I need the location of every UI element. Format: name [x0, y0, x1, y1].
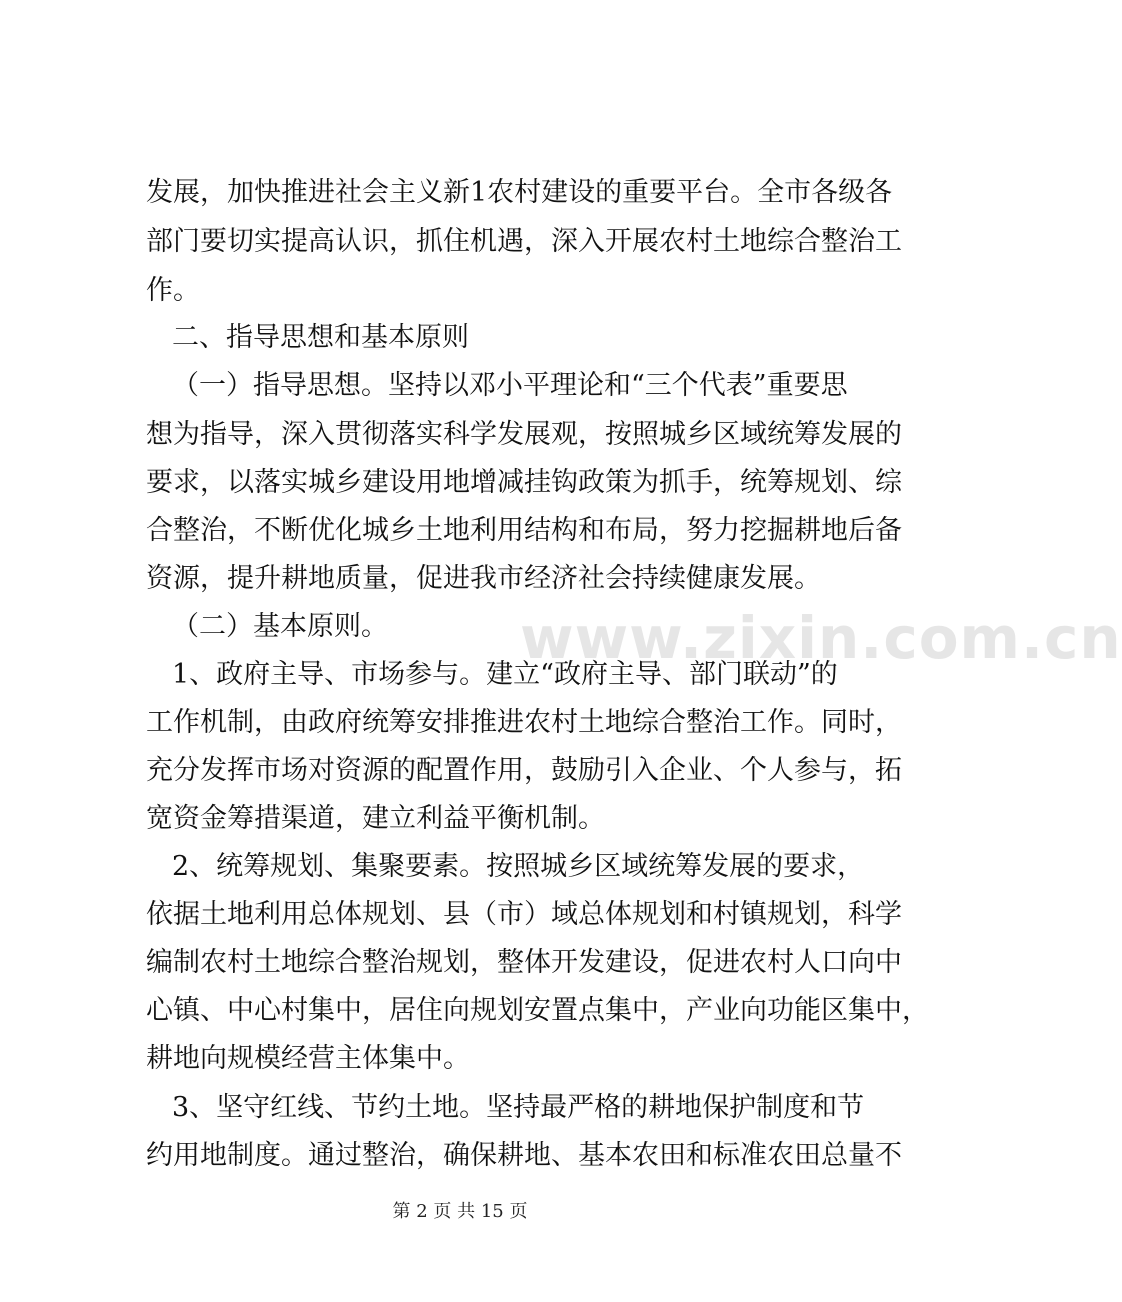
- paragraph-line: 心镇、中心村集中，居住向规划安置点集中，产业向功能区集中，: [146, 995, 929, 1026]
- paragraph-line: 发展，加快推进社会主义新1农村建设的重要平台。全市各级各: [146, 177, 893, 208]
- paragraph-line: 想为指导，深入贯彻落实科学发展观，按照城乡区域统筹发展的: [146, 419, 902, 450]
- paragraph-line: 约用地制度。通过整治，确保耕地、基本农田和标准农田总量不: [146, 1140, 902, 1171]
- paragraph-line: 作。: [146, 275, 200, 306]
- paragraph-line: 宽资金筹措渠道，建立利益平衡机制。: [146, 803, 605, 834]
- paragraph-line: 耕地向规模经营主体集中。: [146, 1043, 470, 1074]
- paragraph-line: 2、统筹规划、集聚要素。按照城乡区域统筹发展的要求，: [172, 851, 865, 882]
- watermark: www.zixin.com.cn: [520, 604, 1122, 672]
- paragraph-line: 依据土地利用总体规划、县（市）域总体规划和村镇规划，科学: [146, 899, 902, 930]
- paragraph-line: 合整治，不断优化城乡土地利用结构和布局，努力挖掘耕地后备: [146, 515, 902, 546]
- paragraph-line: 充分发挥市场对资源的配置作用，鼓励引入企业、个人参与，拓: [146, 755, 902, 786]
- paragraph-line: 要求，以落实城乡建设用地增减挂钩政策为抓手，统筹规划、综: [146, 467, 902, 498]
- page-number-footer: 第 2 页 共 15 页: [392, 1201, 528, 1222]
- paragraph-line: 编制农村土地综合整治规划，整体开发建设，促进农村人口向中: [146, 947, 902, 978]
- paragraph-line: 工作机制，由政府统筹安排推进农村土地综合整治工作。同时，: [146, 707, 902, 738]
- paragraph-line: （一）指导思想。坚持以邓小平理论和“三个代表”重要思: [172, 370, 848, 401]
- paragraph-line: 3、坚守红线、节约土地。坚持最严格的耕地保护制度和节: [172, 1092, 865, 1123]
- paragraph-line: 资源，提升耕地质量，促进我市经济社会持续健康发展。: [146, 563, 821, 594]
- paragraph-line: 部门要切实提高认识，抓住机遇，深入开展农村土地综合整治工: [146, 226, 902, 257]
- paragraph-line: 1、政府主导、市场参与。建立“政府主导、部门联动”的: [172, 659, 838, 690]
- section-heading: 二、指导思想和基本原则: [172, 322, 469, 353]
- subsection-heading: （二）基本原则。: [172, 611, 388, 642]
